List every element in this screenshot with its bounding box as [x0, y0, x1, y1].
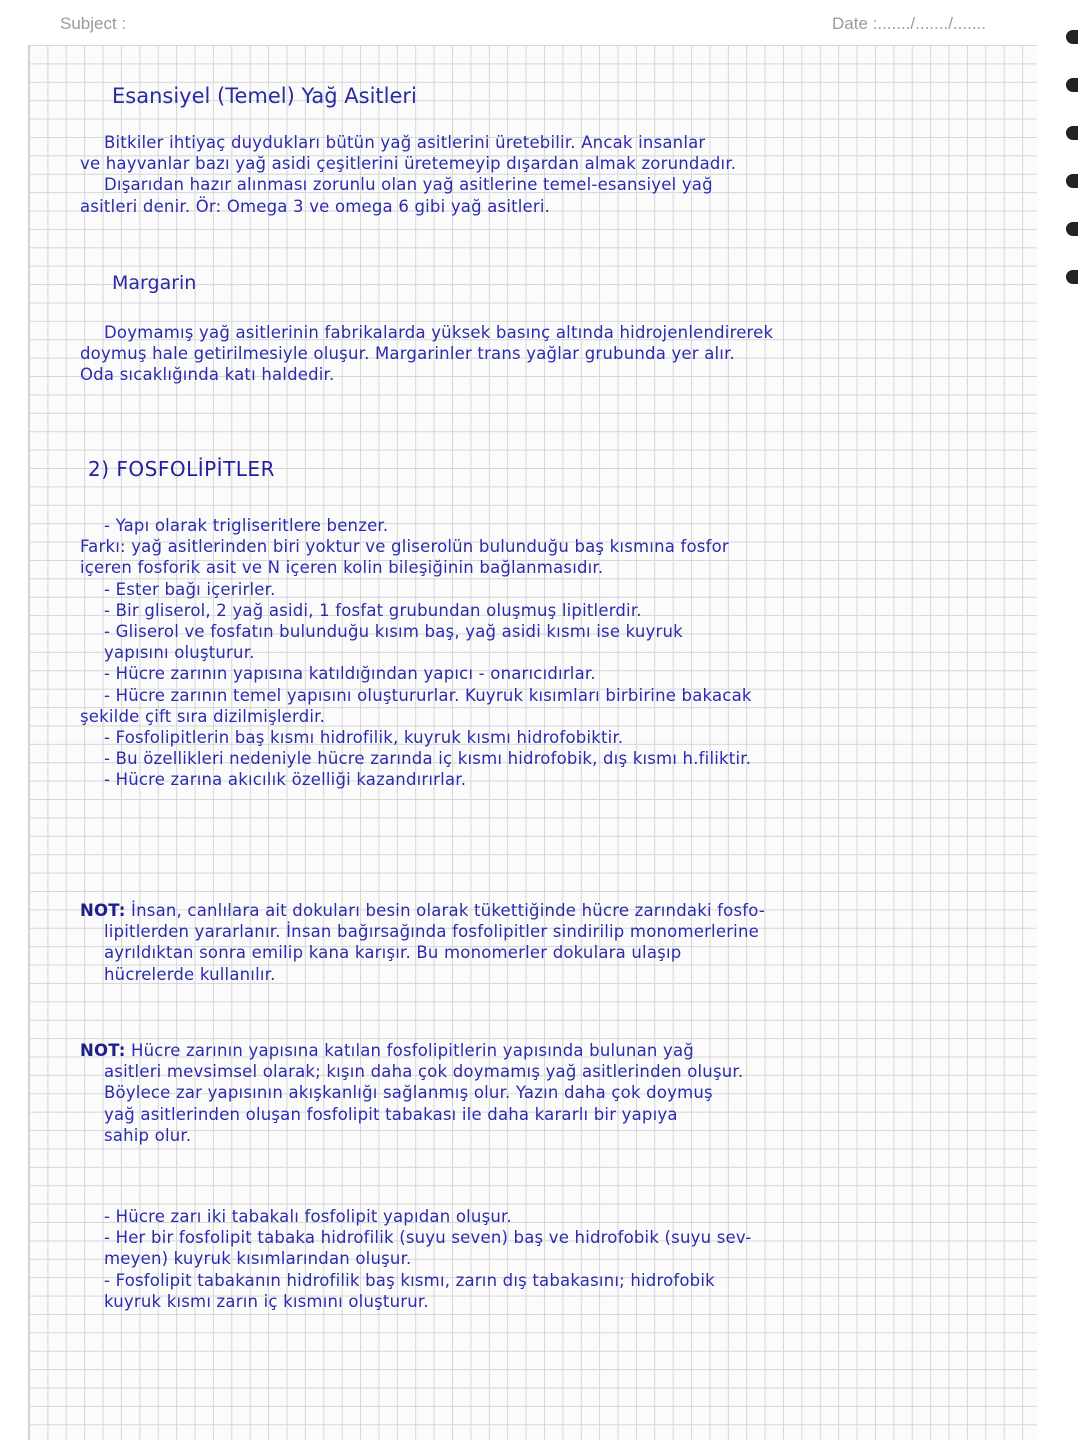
- list-item: - Fosfolipit tabakanın hidrofilik baş kısmı, zarın dış tabakasını; hidrofobik: [104, 1270, 715, 1290]
- text-line: lipitlerden yararlanır. İnsan bağırsağında fosfolipitler sindirilip monomerlerine: [104, 922, 759, 942]
- list-item: yapısını oluşturur.: [104, 643, 255, 663]
- date-label: Date :......./......./.......: [832, 14, 986, 33]
- list-item: - Hücre zarının yapısına katıldığından yapıcı - onarıcıdırlar.: [104, 664, 596, 684]
- list-item: - Hücre zarı iki tabakalı fosfolipit yapıdan oluşur.: [104, 1207, 512, 1226]
- text-line: doymuş hale getirilmesiyle oluşur. Margarinler trans yağlar grubunda yer alır.: [80, 344, 736, 364]
- margarin-paragraph: [80, 322, 1010, 386]
- margarin-heading: Margarin: [112, 272, 197, 294]
- list-item: içeren fosforik asit ve N içeren kolin bileşiğinin bağlanmasıdır.: [80, 558, 604, 578]
- section-heading: 2) FOSFOLİPİTLER: [88, 457, 275, 481]
- text-line: asitleri mevsimsel olarak; kışın daha çok doymamış yağ asitlerinden oluşur.: [104, 1062, 744, 1082]
- list-item: - Fosfolipitlerin baş kısmı hidrofilik, kuyruk kısmı hidrofobiktir.: [104, 728, 624, 748]
- list-item: - Her bir fosfolipit tabaka hidrofilik (suyu seven) baş ve hidrofobik (suyu sev-: [104, 1228, 752, 1248]
- list-item: meyen) kuyruk kısımlarından oluşur.: [104, 1249, 412, 1269]
- text-line: Bitkiler ihtiyaç duydukları bütün yağ asitlerini üretebilir. Ancak insanlar: [104, 133, 706, 152]
- list-item: kuyruk kısmı zarın iç kısmını oluşturur.: [104, 1291, 429, 1311]
- text-line: yağ asitlerinden oluşan fosfolipit tabakası ile daha kararlı bir yapıya: [104, 1104, 678, 1124]
- note-label: NOT:: [80, 901, 126, 920]
- note-1: [80, 900, 1010, 985]
- text-line: [80, 900, 1010, 921]
- subject-label: Subject :: [60, 14, 127, 33]
- note-text: Hücre zarının yapısına katılan fosfolipitlerin yapısında bulunan yağ: [131, 1041, 694, 1060]
- text-line: asitleri denir. Ör: Omega 3 ve omega 6 gibi yağ asitleri.: [80, 196, 551, 216]
- note-label: NOT:: [80, 1041, 126, 1060]
- intro-paragraph: [80, 132, 1010, 217]
- text-line: Doymamış yağ asitlerinin fabrikalarda yüksek basınç altında hidrojenlendirerek: [104, 323, 774, 342]
- list-item: - Ester bağı içerirler.: [104, 579, 276, 599]
- text-line: ve hayvanlar bazı yağ asidi çeşitlerini üretemeyip dışardan almak zorundadır.: [80, 154, 737, 174]
- binder-rings: [1066, 30, 1080, 318]
- page-title: Esansiyel (Temel) Yağ Asitleri: [112, 84, 417, 108]
- list-item: - Bir gliserol, 2 yağ asidi, 1 fosfat grubundan oluşmuş lipitlerdir.: [104, 600, 642, 620]
- list-item: - Hücre zarının temel yapısını oluştururlar. Kuyruk kısımları birbirine bakacak: [104, 685, 752, 705]
- list-item: - Yapı olarak trigliseritlere benzer.: [104, 516, 389, 535]
- text-line: sahip olur.: [104, 1125, 192, 1145]
- final-list: [80, 1206, 1010, 1312]
- list-item: - Gliserol ve fosfatın bulunduğu kısım baş, yağ asidi kısmı ise kuyruk: [104, 622, 683, 642]
- list-item: Farkı: yağ asitlerinden biri yoktur ve gliserolün bulunduğu baş kısmına fosfor: [80, 537, 729, 557]
- fosfolipit-list: [80, 515, 1010, 791]
- text-line: hücrelerde kullanılır.: [104, 964, 276, 984]
- text-line: Böylece zar yapısının akışkanlığı sağlanmış olur. Yazın daha çok doymuş: [104, 1083, 713, 1103]
- list-item: - Bu özellikleri nedeniyle hücre zarında iç kısmı hidrofobik, dış kısmı h.filiktir.: [104, 749, 752, 769]
- list-item: - Hücre zarına akıcılık özelliği kazandırırlar.: [104, 770, 467, 790]
- note-2: [80, 1040, 1010, 1146]
- list-item: şekilde çift sıra dizilmişlerdir.: [80, 706, 326, 726]
- text-line: Dışarıdan hazır alınması zorunlu olan yağ asitlerine temel-esansiyel yağ: [104, 175, 713, 195]
- note-text: İnsan, canlılara ait dokuları besin olarak tükettiğinde hücre zarındaki fosfo-: [131, 901, 766, 920]
- text-line: ayrıldıktan sonra emilip kana karışır. Bu monomerler dokulara ulaşıp: [104, 943, 682, 963]
- text-line: Oda sıcaklığında katı haldedir.: [80, 365, 335, 385]
- text-line: [80, 1040, 1010, 1061]
